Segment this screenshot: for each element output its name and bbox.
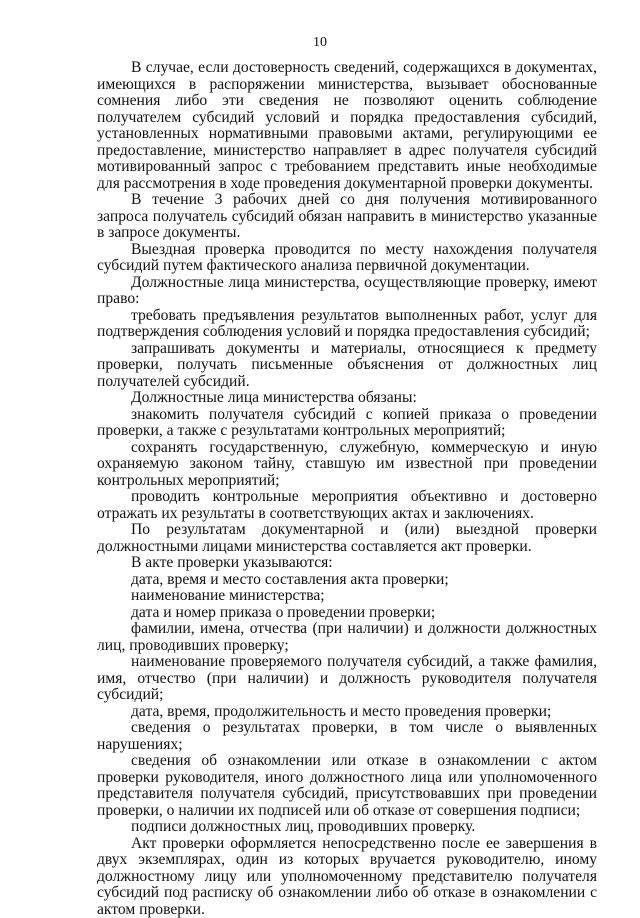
paragraph-15: дата и номер приказа о проведении проверки; <box>97 605 597 622</box>
page-number: 10 <box>0 35 640 51</box>
paragraph-2: В течение 3 рабочих дней со дня получения мотивированного запроса получатель субсидий обязан направить в министерство указанные в запросе документы. <box>97 192 597 242</box>
paragraph-13: дата, время и место составления акта проверки; <box>97 572 597 589</box>
document-body <box>97 60 597 918</box>
paragraph-4: Должностные лица министерства, осуществляющие проверку, имеют право: <box>97 275 597 308</box>
paragraph-14: наименование министерства; <box>97 588 597 605</box>
paragraph-16: фамилии, имена, отчества (при наличии) и должности должностных лиц, проводивших проверку; <box>97 621 597 654</box>
paragraph-18: дата, время, продолжительность и место проведения проверки; <box>97 704 597 721</box>
paragraph-8: знакомить получателя субсидий с копией приказа о проведении проверки, а также с результатами контрольных мероприятий; <box>97 407 597 440</box>
paragraph-20: сведения об ознакомлении или отказе в ознакомлении с актом проверки руководителя, иного должностного лица или уполномоченного представителя получателя субсидий, присутствовавших при проведении проверки, о наличии их подписей или об отказе от совершения подписи; <box>97 753 597 819</box>
paragraph-17: наименование проверяемого получателя субсидий, а также фамилия, имя, отчество (при наличии) и должность руководителя получателя субсидий; <box>97 654 597 704</box>
paragraph-12: В акте проверки указываются: <box>97 555 597 572</box>
paragraph-19: сведения о результатах проверки, в том числе о выявленных нарушениях; <box>97 720 597 753</box>
paragraph-1: В случае, если достоверность сведений, содержащихся в документах, имеющихся в распоряжении министерства, вызывает обоснованные сомнения либо эти сведения не позволяют оценить соблюдение получателем субсидий условий и порядка предоставления субсидий, установленных нормативными правовыми актами, регулирующими ее предоставление, министерство направляет в адрес получателя субсидий мотивированный запрос с требованием представить иные необходимые для рассмотрения в ходе проведения документарной проверки документы. <box>97 60 597 192</box>
paragraph-5: требовать предъявления результатов выполненных работ, услуг для подтверждения соблюдения условий и порядка предоставления субсидий; <box>97 308 597 341</box>
paragraph-6: запрашивать документы и материалы, относящиеся к предмету проверки, получать письменные объяснения от должностных лиц получателей субсидий. <box>97 341 597 391</box>
paragraph-11: По результатам документарной и (или) выездной проверки должностными лицами министерства составляется акт проверки. <box>97 522 597 555</box>
paragraph-22: Акт проверки оформляется непосредственно после ее завершения в двух экземплярах, один из которых вручается руководителю, иному должностному лицу или уполномоченному представителю получателя субсидий под расписку об ознакомлении либо об отказе в ознакомлении с актом проверки. <box>97 836 597 918</box>
paragraph-10: проводить контрольные мероприятия объективно и достоверно отражать их результаты в соответствующих актах и заключениях. <box>97 489 597 522</box>
paragraph-7: Должностные лица министерства обязаны: <box>97 390 597 407</box>
paragraph-21: подписи должностных лиц, проводивших проверку. <box>97 819 597 836</box>
paragraph-3: Выездная проверка проводится по месту нахождения получателя субсидий путем фактического анализа первичной документации. <box>97 242 597 275</box>
paragraph-9: сохранять государственную, служебную, коммерческую и иную охраняемую законом тайну, ставшую им известной при проведении контрольных мероприятий; <box>97 440 597 490</box>
